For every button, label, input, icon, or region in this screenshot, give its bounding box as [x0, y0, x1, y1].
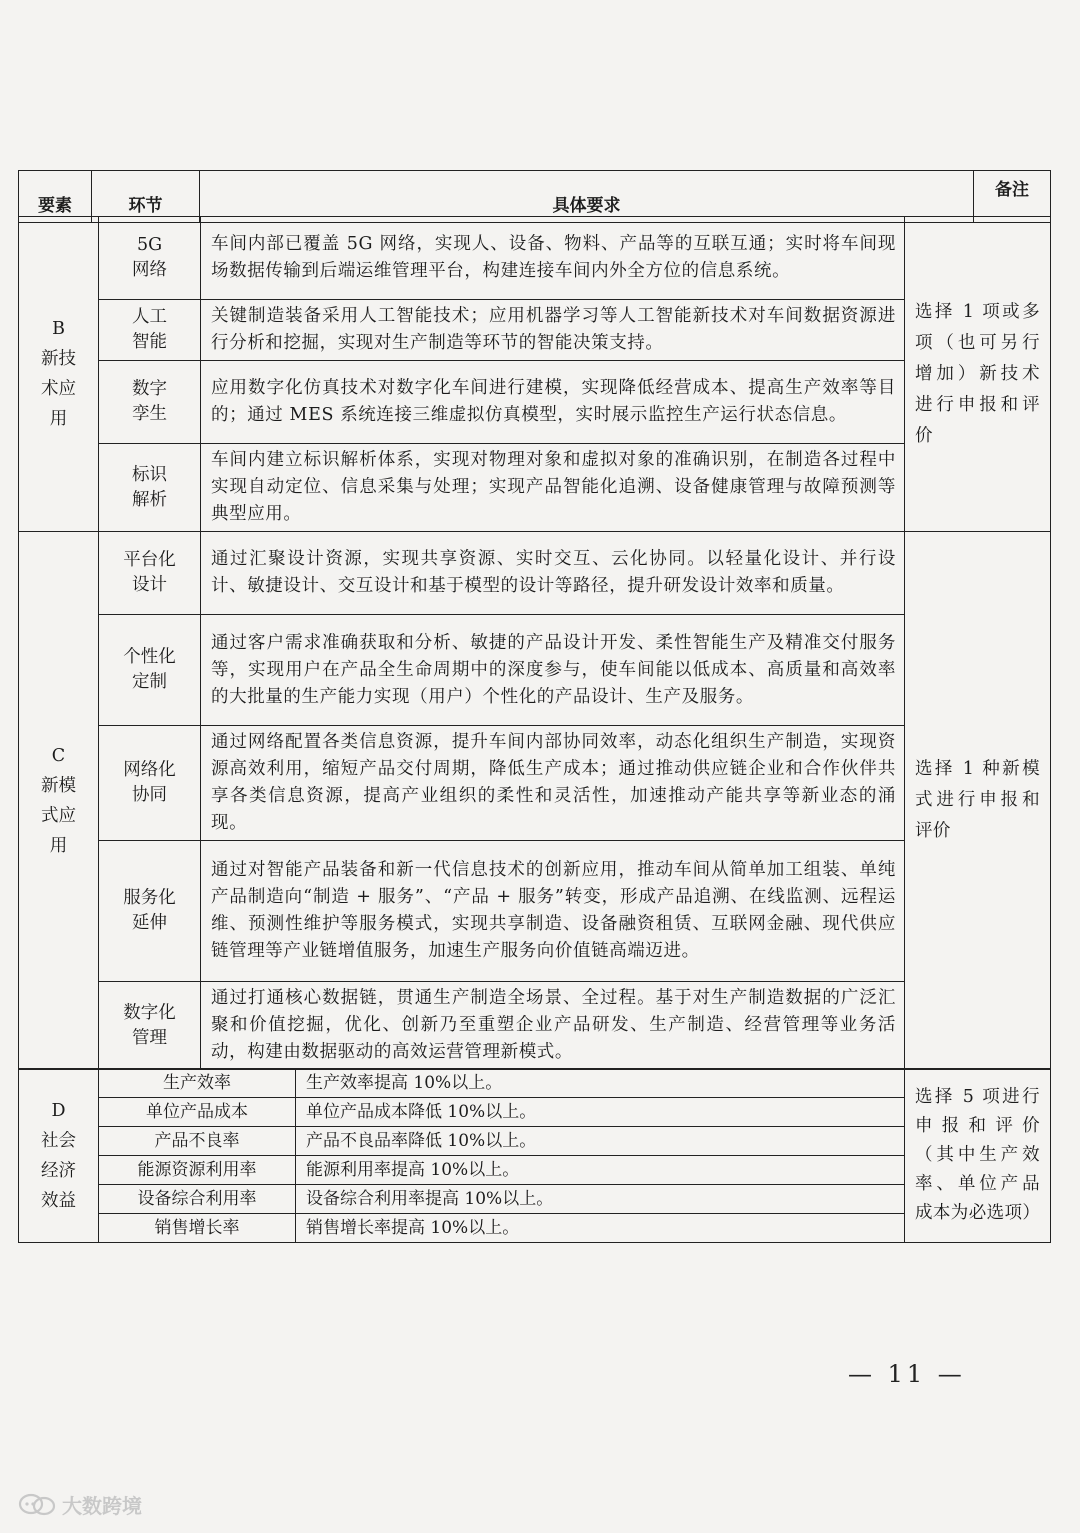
metric-requirement-cell: 销售增长率提高 10%以上。: [296, 1214, 905, 1243]
element-label-line: 社会: [41, 1130, 76, 1151]
table-body: [18, 216, 1050, 1243]
link-label-line: 平台化: [123, 550, 176, 570]
metric-name-cell: 单位产品成本: [99, 1098, 296, 1127]
metric-name-cell: 设备综合利用率: [99, 1185, 296, 1214]
link-cell: [99, 726, 201, 841]
element-cell-d: [19, 1069, 99, 1243]
element-label-line: 新模: [41, 775, 76, 796]
requirement-cell: 车间内部已覆盖 5G 网络，实现人、设备、物料、产品等的互联互通；实时将车间现场数据传输到后端运维管理平台，构建连接车间内外全方位的信息系统。: [201, 217, 905, 300]
page-number: — 11 —: [848, 1360, 966, 1388]
element-code: D: [51, 1100, 66, 1121]
requirement-cell: 通过对智能产品装备和新一代信息技术的创新应用，推动车间从简单加工组装、单纯产品制造向“制造 + 服务”、“产品 + 服务”转变，形成产品追溯、在线监测、远程运维、预测性维护等服务模式，实现共享制造、设备融资租赁、互联网金融、现代供应链管理等产业链增值服务，加速生产服务向价值链高端迈进。: [201, 841, 905, 982]
link-cell: [99, 444, 201, 532]
requirement-cell: 通过客户需求准确获取和分析、敏捷的产品设计开发、柔性智能生产及精准交付服务等，实现用户在产品全生命周期中的深度参与，使车间能以低成本、高质量和高效率的大批量的生产能力实现（用户）个性化的产品设计、生产及服务。: [201, 615, 905, 726]
link-label-line: 孪生: [132, 404, 167, 424]
table-row: [19, 1156, 1051, 1185]
metric-requirement-cell: 单位产品成本降低 10%以上。: [296, 1098, 905, 1127]
table-row: [19, 615, 1051, 726]
requirement-cell: 通过网络配置各类信息资源，提升车间内部协同效率，动态化组织生产制造，实现资源高效利用，缩短产品交付周期，降低生产成本；通过推动供应链企业和合作伙伴共享各类信息资源，提高产业组织的柔性和灵活性，加速推动产能共享等新业态的涌现。: [201, 726, 905, 841]
metric-name-cell: 产品不良率: [99, 1127, 296, 1156]
element-label-line: 用: [49, 409, 68, 429]
table-row: [19, 532, 1051, 615]
requirement-cell: 通过打通核心数据链，贯通生产制造全场景、全过程。基于对生产制造数据的广泛汇聚和价值挖掘，优化、创新乃至重塑企业产品研发、生产制造、经营管理等业务活动，构建由数据驱动的高效运营管理新模式。: [201, 982, 905, 1070]
link-label-line: 网络: [132, 260, 167, 280]
link-label-line: 管理: [132, 1027, 167, 1048]
element-cell-b: [19, 217, 99, 532]
link-cell: [99, 361, 201, 444]
table-row: [19, 1069, 1051, 1098]
element-cell-c: [19, 532, 99, 1070]
link-label-line: 数字: [132, 379, 167, 399]
element-label-line: 新技: [41, 349, 76, 369]
element-label-line: 效益: [41, 1190, 76, 1211]
element-code: B: [52, 319, 65, 339]
metric-requirement-cell: 设备综合利用率提高 10%以上。: [296, 1185, 905, 1214]
table-row: [19, 444, 1051, 532]
table-row: [19, 841, 1051, 982]
link-label-line: 智能: [132, 332, 167, 352]
link-cell: [99, 217, 201, 300]
watermark: [18, 1490, 142, 1519]
table-row: [19, 1185, 1051, 1214]
requirement-cell: 通过汇聚设计资源，实现共享资源、实时交互、云化协同。以轻量化设计、并行设计、敏捷设计、交互设计和基于模型的设计等路径，提升研发设计效率和质量。: [201, 532, 905, 615]
watermark-text: 大数跨境: [62, 1494, 142, 1518]
chat-bubble-logo-icon: [18, 1492, 56, 1518]
header-element: 要素: [19, 171, 92, 223]
element-label-line: 式应: [41, 805, 76, 826]
header-link: 环节: [92, 171, 200, 223]
element-code: C: [51, 745, 66, 766]
link-cell: [99, 982, 201, 1070]
table-row: [19, 726, 1051, 841]
table-row: [19, 1214, 1051, 1243]
link-cell: [99, 615, 201, 726]
table-row: [19, 982, 1051, 1070]
link-label-line: 网络化: [123, 760, 176, 780]
link-label-line: 标识: [132, 464, 167, 485]
metric-name-cell: 销售增长率: [99, 1214, 296, 1243]
note-cell-b: 选择 1 项或多项（也可另行增加）新技术进行申报和评价: [905, 217, 1051, 532]
link-label-line: 定制: [132, 672, 167, 692]
metric-requirement-cell: 产品不良品率降低 10%以上。: [296, 1127, 905, 1156]
table-row: [19, 217, 1051, 300]
table-row: [19, 300, 1051, 361]
requirement-cell: 车间内建立标识解析体系，实现对物理对象和虚拟对象的准确识别，在制造各过程中实现自动定位、信息采集与处理；实现产品智能化追溯、设备健康管理与故障预测等典型应用。: [201, 444, 905, 532]
link-cell: [99, 532, 201, 615]
requirement-cell: 关键制造装备采用人工智能技术；应用机器学习等人工智能新技术对车间数据资源进行分析和挖掘，实现对生产制造等环节的智能决策支持。: [201, 300, 905, 361]
note-cell-c: 选择 1 种新模式进行申报和评价: [905, 532, 1051, 1070]
table-row: [19, 361, 1051, 444]
element-label-line: 用: [49, 835, 68, 856]
table-row: [19, 1098, 1051, 1127]
metric-requirement-cell: 生产效率提高 10%以上。: [296, 1069, 905, 1098]
table-header-row: [19, 171, 1051, 223]
element-label-line: 术应: [41, 379, 76, 399]
link-label-line: 设计: [132, 575, 167, 595]
link-label-line: 人工: [132, 307, 167, 327]
link-label-line: 个性化: [123, 647, 176, 667]
link-cell: [99, 841, 201, 982]
link-label-line: 服务化: [123, 888, 176, 908]
table-row: [19, 1127, 1051, 1156]
link-label-line: 延伸: [132, 913, 167, 933]
link-cell: [99, 300, 201, 361]
metric-name-cell: 能源资源利用率: [99, 1156, 296, 1185]
element-label-line: 经济: [41, 1160, 76, 1181]
link-label-line: 数字化: [123, 1002, 176, 1023]
metric-name-cell: 生产效率: [99, 1069, 296, 1098]
header-requirement: 具体要求: [200, 171, 974, 223]
note-cell-d: 选择 5 项进行申报和评价（其中生产效率、单位产品成本为必选项）: [905, 1069, 1051, 1243]
metric-requirement-cell: 能源利用率提高 10%以上。: [296, 1156, 905, 1185]
header-note: 备注: [974, 171, 1051, 223]
link-label-line: 解析: [132, 489, 167, 510]
link-label-line: 5G: [136, 235, 163, 255]
requirement-cell: 应用数字化仿真技术对数字化车间进行建模，实现降低经营成本、提高生产效率等目的；通过 MES 系统连接三维虚拟仿真模型，实时展示监控生产运行状态信息。: [201, 361, 905, 444]
link-label-line: 协同: [132, 785, 167, 805]
